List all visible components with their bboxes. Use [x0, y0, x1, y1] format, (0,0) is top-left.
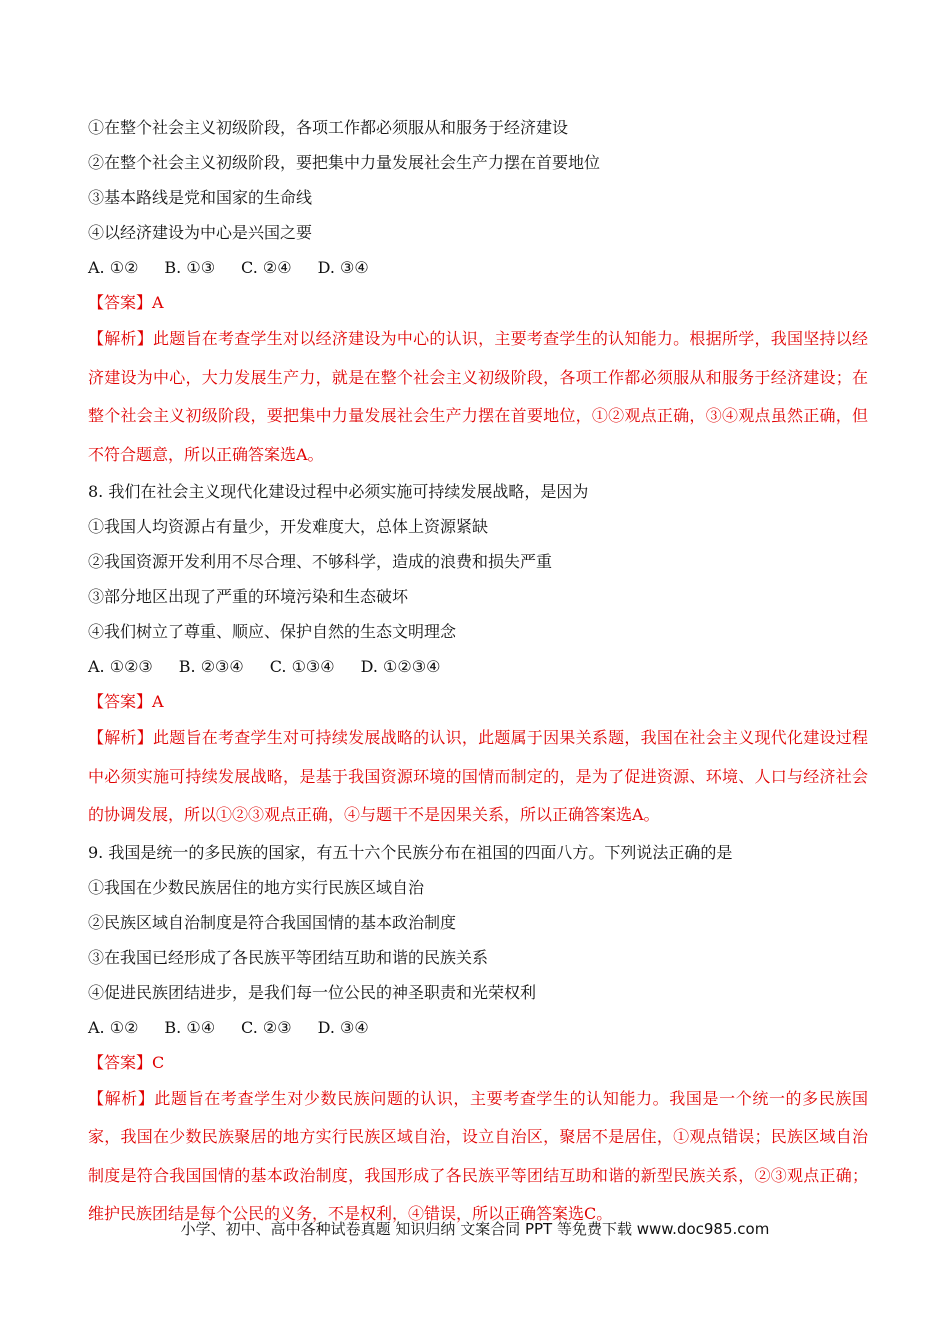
choice-item: ③部分地区出现了严重的环境污染和生态破坏 — [88, 587, 409, 606]
option-d: D. ①②③④ — [360, 657, 441, 676]
option-c: C. ①③④ — [269, 657, 335, 676]
option-d: D. ③④ — [317, 258, 369, 277]
choice-item: ④促进民族团结进步，是我们每一位公民的神圣职责和光荣权利 — [88, 982, 537, 1002]
options-row — [88, 250, 868, 285]
option-c: C. ②③ — [241, 1017, 292, 1037]
choice-item: ①我国人均资源占有量少，开发难度大，总体上资源紧缺 — [88, 517, 489, 536]
option-a: A. ①② — [88, 1017, 139, 1037]
options-row — [88, 1010, 868, 1045]
choice-item: ③在我国已经形成了各民族平等团结互助和谐的民族关系 — [88, 947, 489, 967]
analysis-text: 【解析】此题旨在考查学生对可持续发展战略的认识，此题属于因果关系题，我国在社会主义现代化建设过程中必须实施可持续发展战略，是基于我国资源环境的国情而制定的，是为了促进资源、环境、人口与经济社会的协调发展，所以①②③观点正确，④与题干不是因果关系，所以正确答案选A。 — [88, 728, 868, 824]
question-8 — [88, 474, 868, 835]
document-page — [88, 110, 868, 1234]
option-b: B. ①③ — [164, 258, 216, 277]
option-d: D. ③④ — [317, 1017, 369, 1037]
question-9 — [88, 835, 868, 1234]
choice-item: ④我们树立了尊重、顺应、保护自然的生态文明理念 — [88, 622, 457, 641]
choice-item: ②在整个社会主义初级阶段，要把集中力量发展社会生产力摆在首要地位 — [88, 153, 601, 172]
answer-label: 【答案】A — [88, 692, 164, 711]
option-a: A. ①② — [88, 258, 139, 277]
question-7 — [88, 110, 868, 474]
choice-item: ②我国资源开发利用不尽合理、不够科学，造成的浪费和损失严重 — [88, 552, 553, 571]
option-b: B. ①④ — [164, 1017, 216, 1037]
footer-text: 小学、初中、高中各种试卷真题 知识归纳 文案合同 PPT 等免费下载 www.doc985.com — [180, 1220, 770, 1238]
choice-item: ④以经济建设为中心是兴国之要 — [88, 223, 313, 242]
question-stem: 9. 我国是统一的多民族的国家，有五十六个民族分布在祖国的四面八方。下列说法正确的是 — [88, 842, 733, 862]
option-a: A. ①②③ — [88, 657, 153, 676]
options-row — [88, 649, 868, 684]
answer-label: 【答案】C — [88, 1052, 165, 1072]
option-b: B. ②③④ — [178, 657, 244, 676]
option-c: C. ②④ — [241, 258, 292, 277]
answer-label: 【答案】A — [88, 293, 164, 312]
analysis-text: 【解析】此题旨在考查学生对少数民族问题的认识，主要考查学生的认知能力。我国是一个统一的多民族国家，我国在少数民族聚居的地方实行民族区域自治，设立自治区，聚居不是居住，①观点错误；民族区域自治制度是符合我国国情的基本政治制度，我国形成了各民族平等团结互助和谐的新型民族关系，②③观点正确；维护民族团结是每个公民的义务，不是权利，④错误，所以正确答案选C。 — [88, 1088, 868, 1223]
analysis-text: 【解析】此题旨在考查学生对以经济建设为中心的认识，主要考查学生的认知能力。根据所学，我国坚持以经济建设为中心，大力发展生产力，就是在整个社会主义初级阶段，各项工作都必须服从和服务于经济建设；在整个社会主义初级阶段，要把集中力量发展社会生产力摆在首要地位，①②观点正确，③④观点虽然正确，但不符合题意，所以正确答案选A。 — [88, 329, 868, 464]
choice-item: ③基本路线是党和国家的生命线 — [88, 188, 313, 207]
choice-item: ①在整个社会主义初级阶段，各项工作都必须服从和服务于经济建设 — [88, 118, 569, 137]
choice-item: ②民族区域自治制度是符合我国国情的基本政治制度 — [88, 912, 457, 932]
question-stem: 8. 我们在社会主义现代化建设过程中必须实施可持续发展战略，是因为 — [88, 482, 589, 501]
choice-item: ①我国在少数民族居住的地方实行民族区域自治 — [88, 877, 425, 897]
